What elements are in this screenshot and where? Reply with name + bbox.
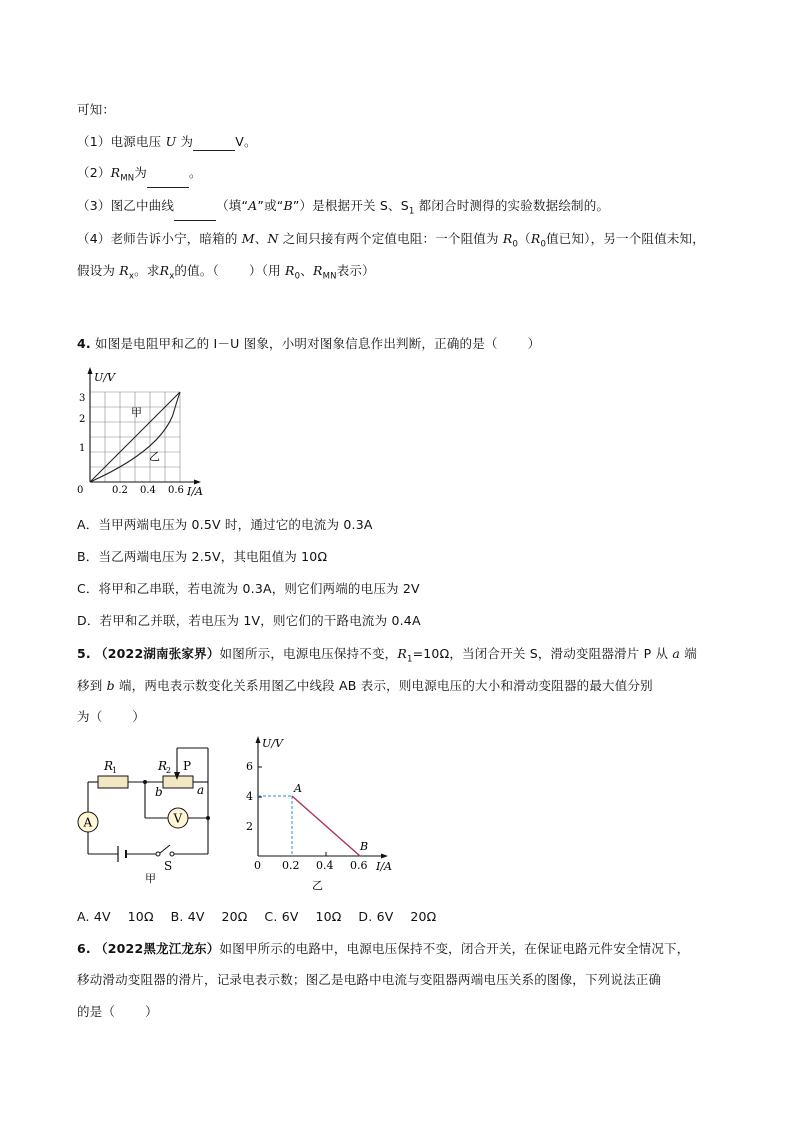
rheostat-r2	[163, 776, 193, 788]
q4-y-label: U/V	[94, 371, 115, 384]
q4-label-jia: 甲	[131, 406, 142, 419]
q4-option-d[interactable]: D．若甲和乙并联，若电压为 1V，则它们的干路电流为 0.4A	[77, 613, 421, 628]
q5-segment-ab	[292, 796, 360, 856]
svg-text:V: V	[173, 811, 183, 826]
q4-xtick-2: 0.4	[140, 485, 156, 496]
q4-ytick-3: 3	[79, 393, 86, 404]
q4-iu-chart	[70, 366, 220, 498]
q3-part-4-line-1: （4）老师告诉小宁，暗箱的 M、N 之间只接有两个定值电阻：一个阻值为 $R_0(R_0$值已知），另一个阻值未知，	[77, 231, 705, 250]
switch-blade	[160, 845, 170, 853]
q3-part-4-line-2: 假设为 $R_x$。求$R_x$的值。（ ）（用 $R_0$、$R_{MN}$表示）	[77, 263, 375, 282]
svg-text:A: A	[83, 815, 93, 830]
q4-xtick-1: 0.2	[112, 485, 128, 496]
svg-text:0.6: 0.6	[350, 859, 368, 872]
answer-blank-2[interactable]	[147, 173, 189, 188]
q4-ytick-1: 1	[79, 443, 86, 454]
svg-text:a: a	[197, 783, 205, 797]
svg-text:0: 0	[254, 859, 261, 872]
q4-y-arrow	[88, 367, 93, 374]
q5-circuit-diagram	[70, 742, 220, 885]
q5-options[interactable]: A. 4V 10Ω B. 4V 20Ω C. 6V 10Ω D. 6V 20Ω	[77, 909, 437, 924]
svg-text:R: R	[104, 759, 114, 773]
svg-text:S: S	[164, 859, 173, 873]
svg-text:1: 1	[112, 766, 118, 775]
svg-text:0.2: 0.2	[282, 859, 300, 872]
q4-stem: 4. 如图是电阻甲和乙的 I－U 图象，小明对图象信息作出判断，正确的是（ ）	[77, 336, 541, 351]
junction-dot-2	[206, 816, 210, 820]
q3-part-1: （1）电源电压 U 为 V。	[77, 134, 257, 149]
q4-x-arrow	[194, 480, 201, 485]
junction-dot-1	[143, 780, 147, 784]
svg-text:0.4: 0.4	[316, 859, 334, 872]
answer-blank-3[interactable]	[174, 206, 216, 221]
q4-ytick-2: 2	[79, 414, 86, 425]
q5-point-b-label: B	[360, 840, 369, 853]
q5-ui-chart	[246, 734, 410, 894]
q4-origin: 0	[77, 485, 84, 496]
svg-text:2: 2	[246, 820, 253, 833]
q5-chart-caption: 乙	[312, 879, 323, 892]
answer-blank-1[interactable]	[193, 136, 235, 151]
svg-text:6: 6	[246, 760, 253, 773]
svg-text:U/V: U/V	[262, 737, 283, 750]
svg-text:4: 4	[246, 790, 253, 803]
q4-option-a[interactable]: A．当甲两端电压为 0.5V 时，通过它的电流为 0.3A	[77, 517, 373, 532]
q4-label-yi: 乙	[149, 450, 160, 463]
svg-text:2: 2	[166, 766, 172, 775]
q5-circuit-caption: 甲	[145, 872, 156, 885]
q6-stem-line-3: 的是（ ）	[77, 1004, 158, 1019]
q5-stem-line-1: 5. （2022湖南张家界）如图所示，电源电压保持不变，$R_1=10\Omega$，当闭合开关 S，滑动变阻器滑片 P 从 a 端	[77, 646, 697, 665]
svg-text:R: R	[158, 759, 168, 773]
q5-point-a-label: A	[294, 782, 302, 795]
intro-text: 可知：	[77, 102, 116, 117]
q3-part-2: $(2)R_{MN}$为 。	[77, 164, 202, 188]
q5-stem-line-2: 移到 b 端，两电表示数变化关系用图乙中线段 AB 表示，则电源电压的大小和滑动变阻器的最大值分别	[77, 678, 653, 693]
svg-text:I/A: I/A	[376, 860, 392, 873]
q4-xtick-3: 0.6	[168, 485, 184, 496]
svg-text:b: b	[155, 785, 163, 799]
q5-stem-line-3: 为（ ）	[77, 709, 146, 724]
svg-text:P: P	[183, 759, 192, 773]
q3-part-3: （3）图乙中曲线 （填“A”或“B”）是根据开关 S、$S_1$ 都闭合时测得的实验数据绘制的。	[77, 197, 609, 221]
resistor-r1	[98, 776, 128, 788]
q6-stem-line-2: 移动滑动变阻器的滑片，记录电表示数；图乙是电路中电流与变阻器两端电压关系的图像，下列说法正确	[77, 972, 662, 987]
q4-option-b[interactable]: B．当乙两端电压为 2.5V，其电阻值为 10Ω	[77, 549, 328, 564]
q6-stem-line-1: 6. （2022黑龙江龙东）如图甲所示的电路中，电源电压保持不变，闭合开关，在保证电路元件安全情况下，	[77, 941, 690, 956]
q4-option-c[interactable]: C．将甲和乙串联，若电流为 0.3A，则它们两端的电压为 2V	[77, 581, 420, 596]
q4-x-label: I/A	[187, 485, 203, 498]
